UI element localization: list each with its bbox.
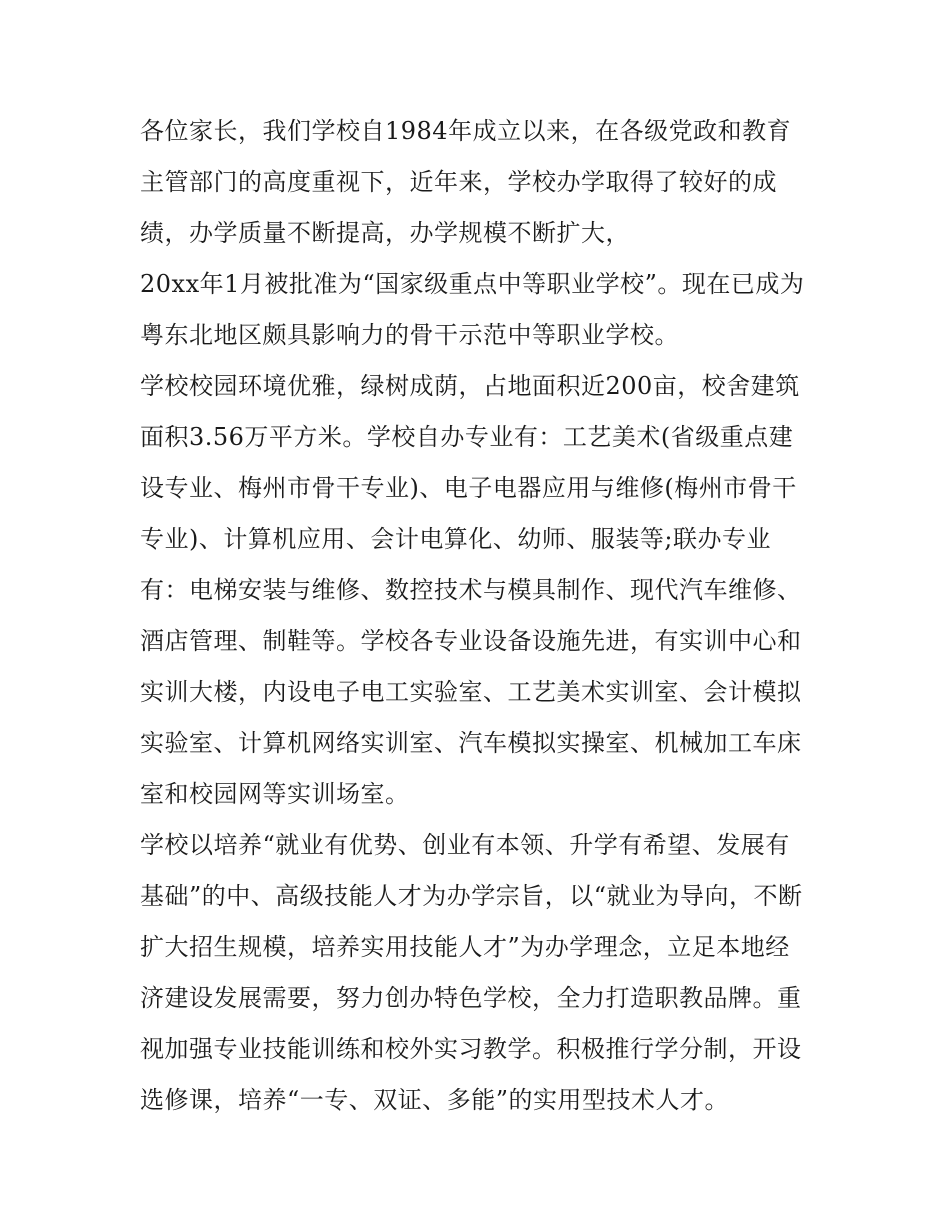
text-line: 基础”的中、高级技能人才为办学宗旨，以“就业为导向，不断 (140, 882, 803, 910)
text-line: 选修课，培养“一专、双证、多能”的实用型技术人才。 (140, 1086, 730, 1114)
text-line: 酒店管理、制鞋等。学校各专业设备设施先进，有实训中心和 (140, 627, 802, 655)
text-line: 各位家长，我们学校自1984年成立以来，在各级党政和教育 (140, 117, 792, 145)
text-line: 室和校园网等实训场室。 (140, 780, 410, 808)
text-line: 实训大楼，内设电子电工实验室、工艺美术实训室、会计模拟 (140, 678, 802, 706)
text-line: 粤东北地区颇具影响力的骨干示范中等职业学校。 (140, 321, 679, 349)
text-line: 济建设发展需要，努力创办特色学校，全力打造职教品牌。重 (140, 984, 802, 1012)
text-line: 学校以培养“就业有优势、创业有本领、升学有希望、发展有 (140, 831, 790, 859)
text-line: 20xx年1月被批准为“国家级重点中等职业学校”。现在已成为 (140, 270, 805, 298)
text-line: 面积3.56万平方米。学校自办专业有：工艺美术(省级重点建 (140, 423, 794, 451)
text-line: 主管部门的高度重视下，近年来，学校办学取得了较好的成 (140, 168, 777, 196)
document-body (140, 106, 820, 1126)
text-line: 视加强专业技能训练和校外实习教学。积极推行学分制，开设 (140, 1035, 802, 1063)
text-line: 设专业、梅州市骨干专业)、电子电器应用与维修(梅州市骨干 (140, 474, 797, 502)
text-line: 实验室、计算机网络实训室、汽车模拟实操室、机械加工车床 (140, 729, 802, 757)
text-line: 专业)、计算机应用、会计电算化、幼师、服装等;联办专业 (140, 525, 771, 553)
text-line: 有：电梯安装与维修、数控技术与模具制作、现代汽车维修、 (140, 576, 802, 604)
text-line: 扩大招生规模，培养实用技能人才”为办学理念，立足本地经 (140, 933, 790, 961)
text-line: 学校校园环境优雅，绿树成荫，占地面积近200亩，校舍建筑 (140, 372, 800, 400)
text-line: 绩，办学质量不断提高，办学规模不断扩大， (140, 219, 630, 247)
